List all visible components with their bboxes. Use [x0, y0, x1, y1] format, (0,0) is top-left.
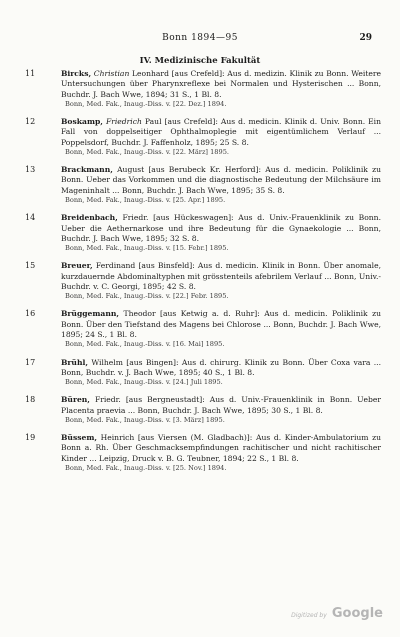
dissertation-entry — [0, 309, 400, 349]
entry-text — [61, 358, 381, 388]
author-given-name: Friedrich — [105, 117, 142, 127]
dissertation-note: Bonn, Med. Fak., Inaug.-Diss. v. [22.] Febr. 1895. — [65, 292, 229, 301]
author-surname: Brackmann, — [61, 165, 113, 175]
entry-body: Friedr. [aus Hückeswagen]: Aus d. Univ.-Frauenklinik zu Bonn. Ueber die Aethernarkose und ihre Bedeutung für die Gynaekologie ... Bonn, Buchdr. J. Bach Wwe, 1895; 32 S. 8. — [61, 213, 381, 243]
entry-text — [61, 117, 381, 157]
entry-number: 15 — [25, 261, 36, 271]
dissertation-note: Bonn, Med. Fak., Inaug.-Diss. v. [25. Apr.] 1895. — [65, 196, 226, 205]
author-surname: Breuer, — [61, 261, 93, 271]
entry-text — [61, 213, 381, 253]
entry-text — [61, 69, 381, 109]
entry-body: Leonhard [aus Crefeld]: Aus d. medizin. Klinik zu Bonn. Weitere Untersuchungen über Pharynxreflexe bei Normalen und Hysterischen ... Bonn, Buchdr. J. Bach Wwe, 1894; 31 S., 1 Bl. 8. — [61, 69, 381, 99]
dissertation-note: Bonn, Med. Fak., Inaug.-Diss. v. [25. Nov.] 1894. — [65, 464, 227, 473]
dissertation-entry — [0, 117, 400, 157]
entry-text — [61, 433, 381, 473]
entry-number: 18 — [25, 395, 36, 405]
dissertation-entry — [0, 69, 400, 109]
entry-body: Wilhelm [aus Bingen]: Aus d. chirurg. Klinik zu Bonn. Über Coxa vara ... Bonn, Buchdr. v. J. Bach Wwe, 1895; 40 S., 1 Bl. 8. — [61, 357, 382, 377]
entry-body: Theodor [aus Ketwig a. d. Ruhr]: Aus d. medicin. Poliklinik zu Bonn. Über den Tiefstand des Magens bei Chlorose ... Bonn, Buchdr. J. Bach Wwe, 1895; 24 S., 1 Bl. 8. — [61, 309, 381, 340]
author-surname: Bircks, — [61, 69, 92, 78]
author-surname: Brüggemann, — [61, 309, 120, 319]
author-surname: Büssem, — [61, 433, 97, 443]
entry-number: 19 — [25, 433, 36, 443]
entry-text — [61, 309, 381, 349]
entry-number: 12 — [25, 117, 36, 127]
dissertation-entry — [0, 395, 400, 425]
entry-text — [61, 165, 381, 205]
dissertation-note: Bonn, Med. Fak., Inaug.-Diss. v. [3. März] 1895. — [65, 415, 225, 424]
entry-number: 16 — [25, 309, 36, 319]
entry-body: Friedr. [aus Bergneustadt]: Aus d. Univ.-Frauenklinik in Bonn. Ueber Placenta praevia ... Bonn, Buchdr. J. Bach Wwe, 1895; 30 S., 1 Bl. 8. — [61, 395, 381, 415]
page-number: 29 — [359, 33, 372, 43]
dissertation-note: Bonn, Med. Fak., Inaug.-Diss. v. [16. Mai] 1895. — [65, 340, 225, 349]
author-surname: Brühl, — [61, 357, 88, 367]
dissertation-entry — [0, 165, 400, 205]
entry-body: Heinrich [aus Viersen (M. Gladbach)]: Aus d. Kinder-Ambulatorium zu Bonn a. Rh. Über Geschmacksempfindungen rachitischer und nicht rachitischer Kinder ... Leipzig, Druck v. B. G. Teubner, 1894; 22 S., 1 Bl. 8. — [61, 433, 381, 463]
dissertation-note: Bonn, Med. Fak., Inaug.-Diss. v. [15. Febr.] 1895. — [65, 244, 229, 253]
dissertation-note: Bonn, Med. Fak., Inaug.-Diss. v. [24.] Juli 1895. — [65, 378, 223, 387]
google-logo: Google — [331, 606, 383, 621]
entry-body: August [aus Berubeck Kr. Herford]: Aus d. medicin. Poliklinik zu Bonn. Ueber das Vorkommen und die diagnostische Bedeutung der Milchsäure im Mageninhalt ... Bonn, Buchdr. J. Bach Wwe, 1895; 35 S. 8. — [61, 165, 381, 195]
dissertation-entry — [0, 358, 400, 388]
entry-text — [61, 395, 381, 425]
entry-number: 13 — [25, 165, 36, 175]
entry-number: 11 — [25, 69, 36, 78]
entry-number: 14 — [25, 213, 36, 223]
dissertation-entry — [0, 213, 400, 253]
author-given-name: Christian — [93, 69, 130, 78]
author-surname: Boskamp, — [61, 117, 103, 127]
author-surname: Büren, — [61, 395, 90, 405]
dissertation-list — [0, 69, 400, 481]
author-surname: Breidenbach, — [61, 213, 118, 223]
entry-number: 17 — [25, 357, 36, 367]
entry-text — [61, 261, 381, 301]
dissertation-entry — [0, 261, 400, 301]
entry-body: Paul [aus Crefeld]: Aus d. medicin. Klinik d. Univ. Bonn. Ein Fall von doppelseitiger Ophthalmoplegie mit eigentümlichem Verlauf ... Poppelsdorf, Buchdr. J. Faffenholz, 1895; 25 S. 8. — [61, 117, 382, 147]
digitized-by-google-watermark — [291, 602, 383, 621]
entry-body: Ferdinand [aus Binsfeld]: Aus d. medicin. Klinik in Bonn. Über anomale, kurzdauernde Abdominaltyphen mit grösstenteils afebrilem Verlauf ... Bonn, Univ.-Buchdr. v. C. Georgi, 1895; 42 S. 8. — [61, 261, 381, 291]
dissertation-entry — [0, 433, 400, 473]
watermark-prefix: Digitized by — [291, 612, 327, 619]
dissertation-note: Bonn, Med. Fak., Inaug.-Diss. v. [22. Dez.] 1894. — [65, 99, 227, 108]
section-heading: IV. Medizinische Fakultät — [139, 56, 261, 66]
running-header — [0, 33, 400, 45]
running-title: Bonn 1894—95 — [162, 33, 238, 43]
dissertation-note: Bonn, Med. Fak., Inaug.-Diss. v. [22. März] 1895. — [65, 147, 229, 156]
